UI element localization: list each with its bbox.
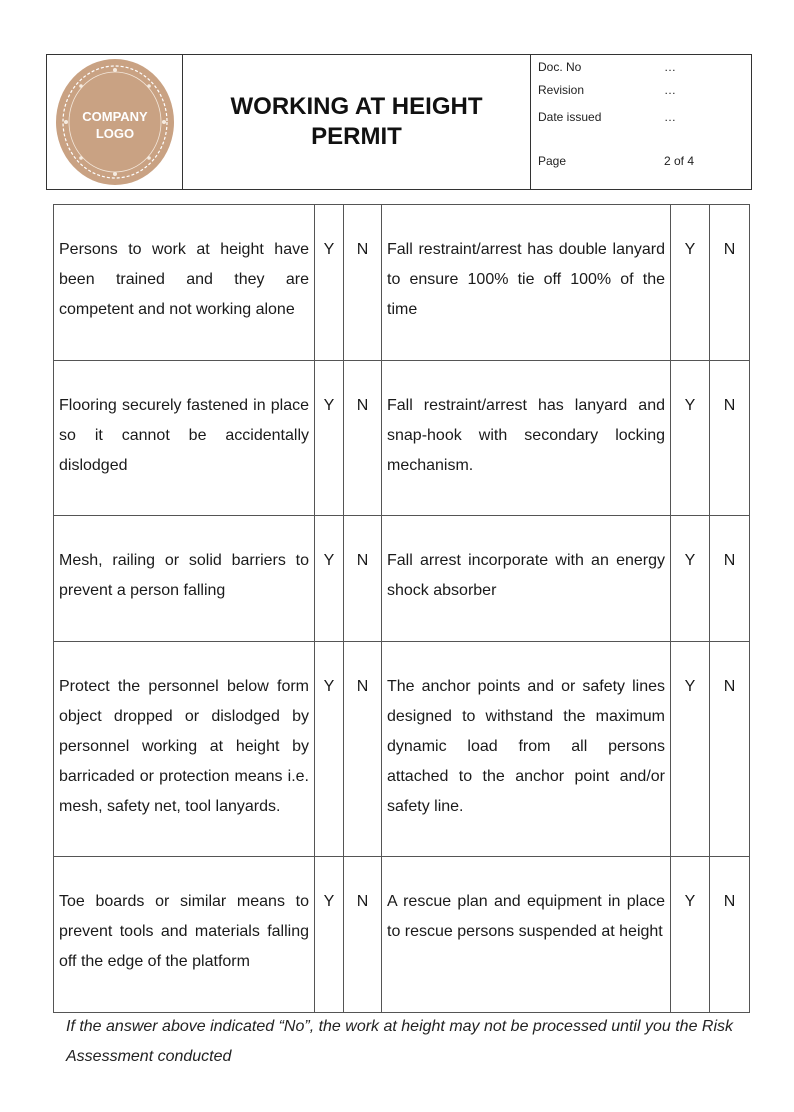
meta-doc-no [538, 60, 745, 74]
yes-option[interactable]: Y [671, 205, 710, 361]
no-option[interactable]: N [710, 857, 750, 1013]
footnote: If the answer above indicated “No”, the work at height may not be processed until you the Risk Assessment conducted [66, 1018, 734, 1065]
no-option[interactable]: N [710, 516, 750, 642]
logo-text-line1: COMPANY [81, 109, 148, 124]
meta-revision [538, 83, 745, 97]
document-header [46, 54, 752, 190]
check-item-left: Flooring securely fastened in place so it cannot be accidentally dislodged [54, 361, 315, 516]
check-item-left: Toe boards or similar means to prevent tools and materials falling off the edge of the platform [54, 857, 315, 1013]
meta-label: Date issued [538, 110, 602, 124]
no-option[interactable]: N [344, 516, 382, 642]
yes-option[interactable]: Y [315, 361, 344, 516]
check-item-right: The anchor points and or safety lines designed to withstand the maximum dynamic load from all persons attached to the anchor point and/or safety line. [382, 642, 671, 857]
table-row [54, 516, 750, 642]
yes-option[interactable]: Y [671, 516, 710, 642]
logo-cell [47, 55, 183, 189]
no-option[interactable]: N [344, 205, 382, 361]
yes-option[interactable]: Y [671, 642, 710, 857]
meta-value: 2 of 4 [664, 154, 695, 168]
meta-date-issued [538, 110, 745, 124]
company-logo [54, 58, 176, 186]
table-row [54, 205, 750, 361]
check-item-right: Fall restraint/arrest has lanyard and snap-hook with secondary locking mechanism. [382, 361, 671, 516]
document-title: WORKING AT HEIGHT PERMIT [230, 93, 483, 150]
yes-option[interactable]: Y [315, 857, 344, 1013]
meta-value: … [664, 60, 676, 74]
meta-label: Doc. No [538, 60, 582, 74]
check-item-right: A rescue plan and equipment in place to rescue persons suspended at height [382, 857, 671, 1013]
check-item-right: Fall restraint/arrest has double lanyard to ensure 100% tie off 100% of the time [382, 205, 671, 361]
yes-option[interactable]: Y [315, 516, 344, 642]
no-option[interactable]: N [710, 361, 750, 516]
no-option[interactable]: N [344, 361, 382, 516]
yes-option[interactable]: Y [315, 205, 344, 361]
meta-value: … [664, 110, 676, 124]
checklist-table [53, 204, 750, 1013]
meta-page [538, 154, 745, 168]
check-item-left: Persons to work at height have been trained and they are competent and not working alone [54, 205, 315, 361]
yes-option[interactable]: Y [671, 361, 710, 516]
no-option[interactable]: N [344, 857, 382, 1013]
no-option[interactable]: N [710, 205, 750, 361]
title-cell [183, 55, 531, 189]
table-row [54, 642, 750, 857]
no-option[interactable]: N [710, 642, 750, 857]
document-meta [531, 55, 751, 189]
meta-value: … [664, 83, 676, 97]
yes-option[interactable]: Y [671, 857, 710, 1013]
yes-option[interactable]: Y [315, 642, 344, 857]
check-item-left: Mesh, railing or solid barriers to prevent a person falling [54, 516, 315, 642]
meta-label: Revision [538, 83, 585, 97]
logo-text-line2: LOGO [95, 126, 134, 141]
no-option[interactable]: N [344, 642, 382, 857]
table-row [54, 361, 750, 516]
check-item-right: Fall arrest incorporate with an energy shock absorber [382, 516, 671, 642]
meta-label: Page [538, 154, 567, 168]
table-row [54, 857, 750, 1013]
check-item-left: Protect the personnel below form object dropped or dislodged by personnel working at height by barricaded or protection means i.e. mesh, safety net, tool lanyards. [54, 642, 315, 857]
